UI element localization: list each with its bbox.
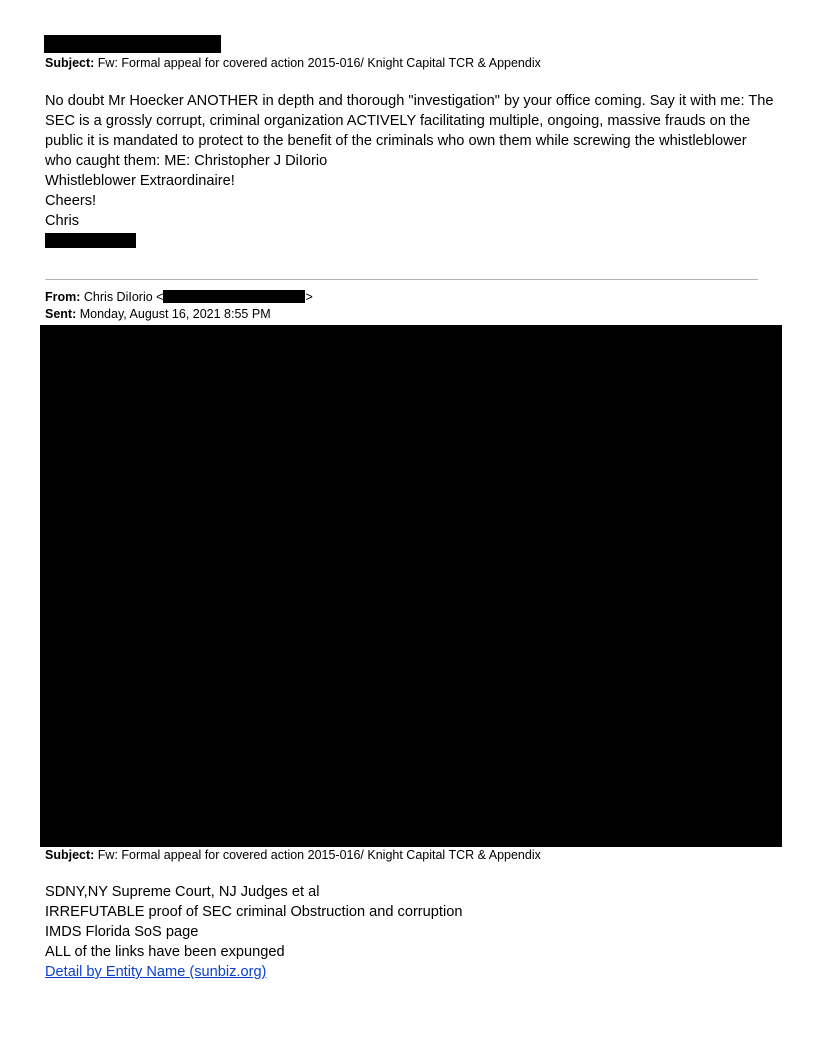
body-line-2: IRREFUTABLE proof of SEC criminal Obstruction and corruption (45, 904, 463, 920)
redaction-bar-signature (45, 233, 136, 248)
body-line-name: Chris (45, 213, 80, 229)
from-close: > (305, 290, 313, 304)
email1-body (45, 91, 775, 231)
body-line-4: ALL of the links have been expunged (45, 944, 285, 960)
from-label: From: (45, 290, 81, 304)
body-paragraph: No doubt Mr Hoecker ANOTHER in depth and thorough "investigation" by your office coming. Say it with me: The SEC is a grossly corrupt, criminal organization ACTIVELY facilitating multiple, ongoing, massive frauds on the public it is mandated to protect to the benefit of the criminals who own them while screwing the whistleblower who caught them: ME: Christopher J DiIorio (45, 93, 774, 169)
email2-body (45, 882, 775, 982)
email1-subject-line (45, 55, 541, 71)
subject-value: Fw: Formal appeal for covered action 2015-016/ Knight Capital TCR & Appendix (97, 848, 541, 862)
subject-label: Subject: (45, 56, 95, 70)
subject-label: Subject: (45, 848, 95, 862)
email2-sent-line (45, 306, 271, 322)
separator-rule (45, 279, 758, 280)
sunbiz-link[interactable]: Detail by Entity Name (sunbiz.org) (45, 964, 267, 980)
body-line-cheers: Cheers! (45, 193, 97, 209)
sent-label: Sent: (45, 307, 77, 321)
redaction-block-large (40, 325, 782, 847)
subject-value: Fw: Formal appeal for covered action 2015-016/ Knight Capital TCR & Appendix (97, 56, 541, 70)
email2-subject-line (45, 847, 541, 863)
body-line-3: IMDS Florida SoS page (45, 924, 199, 940)
email2-from-line (45, 289, 313, 305)
redaction-bar-email (163, 290, 305, 303)
redaction-bar-top (44, 35, 221, 53)
body-line-signature-title: Whistleblower Extraordinaire! (45, 173, 235, 189)
from-name: Chris DiIorio < (83, 290, 164, 304)
body-line-1: SDNY,NY Supreme Court, NJ Judges et al (45, 884, 320, 900)
sent-value: Monday, August 16, 2021 8:55 PM (79, 307, 271, 321)
